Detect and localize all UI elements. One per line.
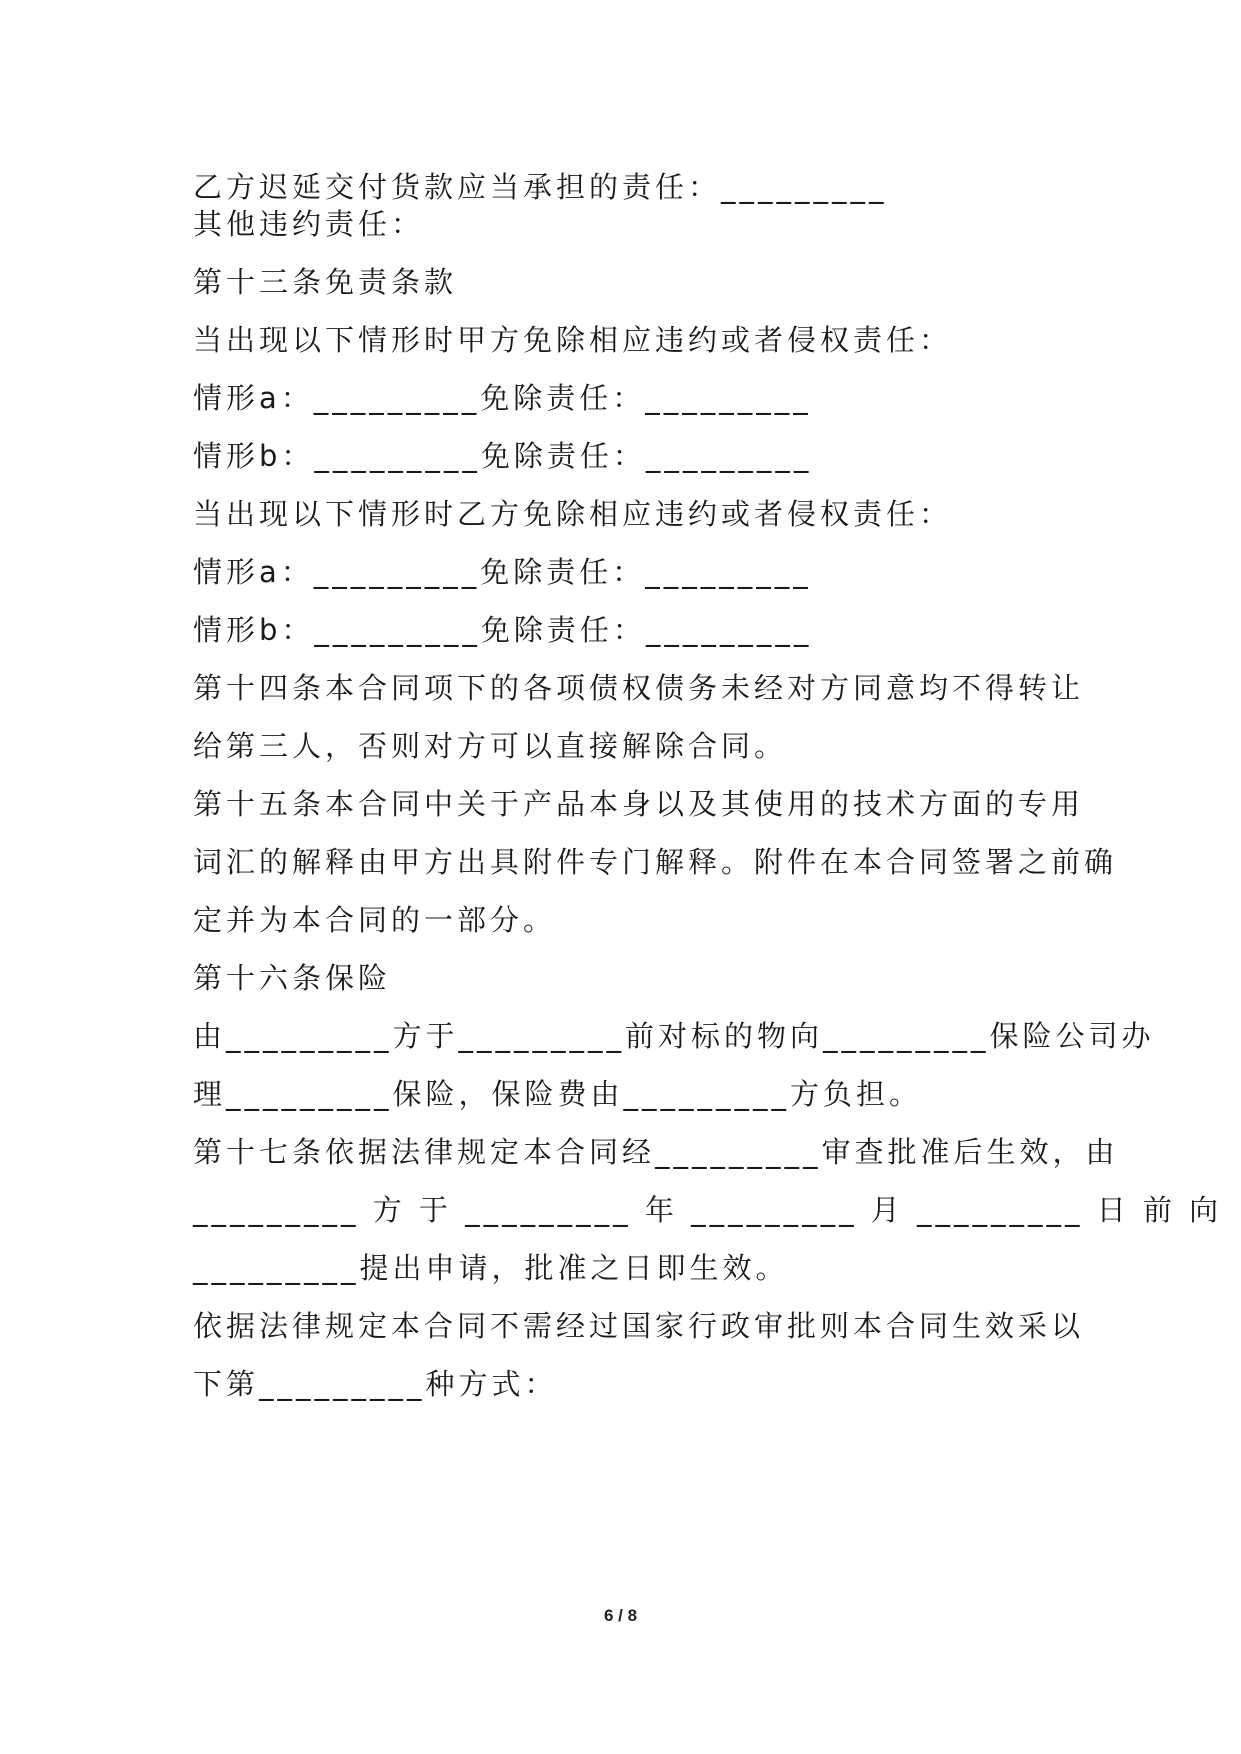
text-line: _________提出申请，批准之日即生效。: [193, 1251, 789, 1285]
text-line: 第十五条本合同中关于产品本身以及其使用的技术方面的专用: [193, 787, 1085, 821]
text-line: 第十四条本合同项下的各项债权债务未经对方同意均不得转让: [193, 671, 1085, 705]
text-line: 由_________方于_________前对标的物向_________保险公司办: [193, 1019, 1155, 1053]
text-line: 理_________保险，保险费由_________方负担。: [193, 1077, 923, 1111]
text-line: 情形a：_________免除责任：_________: [193, 381, 812, 415]
text-line: 其他违约责任：: [193, 207, 425, 241]
text-line: 情形b：_________免除责任：_________: [193, 613, 813, 647]
text-line: _________ 方 于 _________ 年 _________ 月 _________ 日 前 向: [193, 1193, 1223, 1227]
text-line: 给第三人，否则对方可以直接解除合同。: [193, 729, 788, 763]
text-line: 第十七条依据法律规定本合同经_________审查批准后生效，由: [193, 1135, 1119, 1169]
text-line: 定并为本合同的一部分。: [193, 903, 557, 937]
text-line: 当出现以下情形时乙方免除相应违约或者侵权责任：: [193, 497, 953, 531]
text-line: 乙方迟延交付货款应当承担的责任：_________: [193, 170, 888, 204]
text-line: 下第_________种方式：: [193, 1367, 558, 1401]
text-line: 依据法律规定本合同不需经过国家行政审批则本合同生效采以: [193, 1309, 1085, 1343]
page-number: 6 / 8: [603, 1606, 638, 1625]
text-line: 词汇的解释由甲方出具附件专门解释。附件在本合同签署之前确: [193, 845, 1118, 879]
text-line: 当出现以下情形时甲方免除相应违约或者侵权责任：: [193, 323, 953, 357]
text-line: 情形b：_________免除责任：_________: [193, 439, 813, 473]
section-heading: 第十三条免责条款: [193, 265, 458, 299]
section-heading: 第十六条保险: [193, 961, 392, 995]
text-line: 情形a：_________免除责任：_________: [193, 555, 812, 589]
